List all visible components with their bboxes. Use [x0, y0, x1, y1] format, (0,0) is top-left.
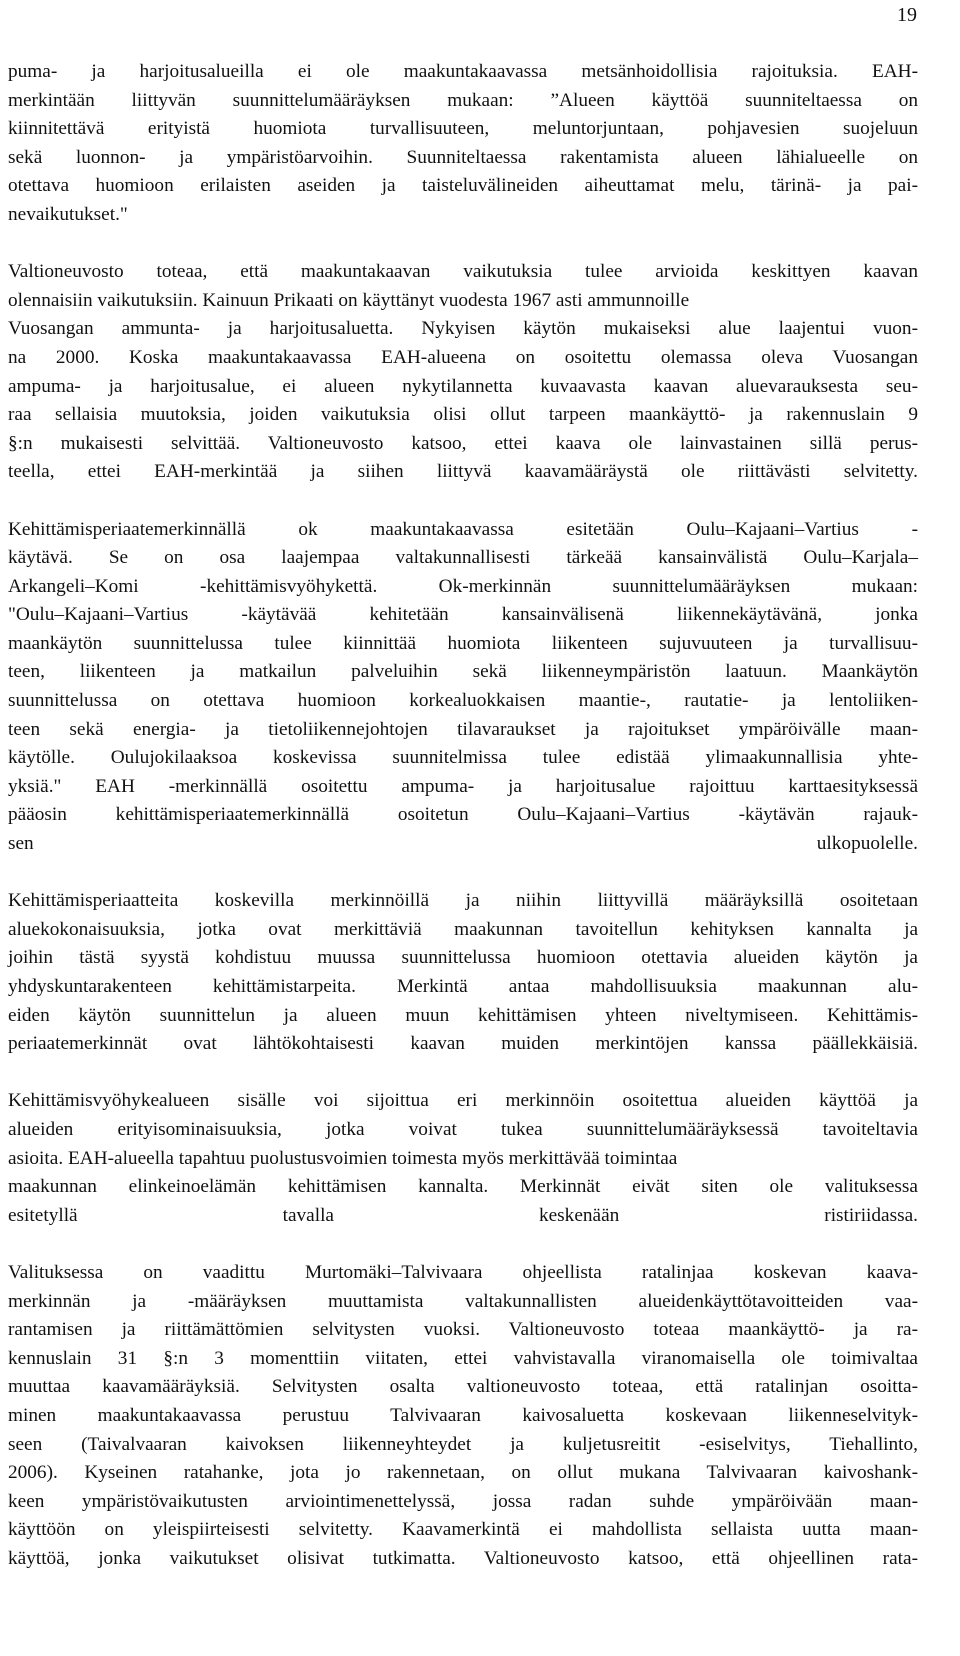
paragraph-gap: [8, 859, 918, 888]
text-line: käyttöön on yleispiirteisesti selvitetty. Kaavamerkintä ei mahdollista sellaista uutta maan-: [8, 1519, 918, 1541]
text-line: ampuma- ja harjoitusalue, ei alueen nykytilannetta kuvaavasta kaavan aluevarauksesta seu-: [8, 375, 918, 397]
paragraph-gap: [8, 1059, 918, 1088]
text-line: käytölle. Oulujokilaaksoa koskevissa suunnitelmissa tulee edistää ylimaakunnallisia yhte-: [8, 747, 918, 769]
text-line: "Oulu–Kajaani–Vartius -käytävää kehitetään kansainvälisenä liikennekäytävänä, jonka: [8, 604, 918, 626]
text-line: pääosin kehittämisperiaatemerkinnällä osoitetun Oulu–Kajaani–Vartius -käytävän rajauk-: [8, 804, 918, 826]
text-line: Kehittämisvyöhykealueen sisälle voi sijoittua eri merkinnöin osoitettua alueiden käyttöä ja: [8, 1090, 918, 1112]
text-line: maakunnan elinkeinoelämän kehittämisen kannalta. Merkinnät eivät siten ole valituksessa: [8, 1176, 918, 1198]
text-line: teen, liikenteen ja matkailun palveluihin sekä liikenneympäristön laatuun. Maankäytön: [8, 661, 918, 683]
text-line: §:n mukaisesti selvittää. Valtioneuvosto katsoo, ettei kaava ole lainvastainen sillä perus-: [8, 432, 918, 454]
text-line: sekä luonnon- ja ympäristöarvoihin. Suunniteltaessa rakentamista alueen lähialueelle on: [8, 146, 918, 168]
text-line: maankäytön suunnittelussa tulee kiinnittää huomiota liikenteen sujuvuuteen ja turvallisuu-: [8, 632, 918, 654]
text-line: keen ympäristövaikutusten arviointimenettelyssä, jossa radan suhde ympäröivään maan-: [8, 1490, 918, 1512]
text-line: minen maakuntakaavassa perustuu Talvivaaran kaivosaluetta koskevaan liikenneselvityk-: [8, 1404, 918, 1426]
text-line: aluekokonaisuuksia, jotka ovat merkittäviä maakunnan tavoitellun kehityksen kannalta ja: [8, 918, 918, 940]
text-line: Arkangeli–Komi -kehittämisvyöhykettä. Ok-merkinnän suunnittelumääräyksen mukaan:: [8, 575, 918, 597]
text-line: yhdyskuntarakenteen kehittämistarpeita. Merkintä antaa mahdollisuuksia maakunnan alu-: [8, 976, 918, 997]
text-line: käytävä. Se on osa laajempaa valtakunnallisesti tärkeää kansainvälistä Oulu–Karjala–: [8, 547, 918, 569]
text-line: yksiä." EAH -merkinnällä osoitettu ampuma- ja harjoitusalue rajoittuu karttaesityksessä: [8, 775, 918, 797]
text-line: kennuslain 31 §:n 3 momenttiin viitaten, ettei vahvistavalla viranomaisella ole toimivaltaa: [8, 1347, 918, 1369]
paragraph: [8, 887, 918, 1059]
paragraph: [8, 58, 918, 230]
text-line: puma- ja harjoitusalueilla ei ole maakuntakaavassa metsänhoidollisia rajoituksia. EAH-: [8, 61, 918, 82]
paragraph-gap: [8, 1230, 918, 1259]
text-line: otettava huomioon erilaisten aseiden ja taisteluvälineiden aiheuttamat melu, tärinä- ja pai-: [8, 175, 918, 197]
paragraph: [8, 258, 918, 487]
text-line: olennaisiin vaikutuksiin. Kainuun Prikaati on käyttänyt vuodesta 1967 asti ammunnoille: [8, 289, 690, 311]
text-line: Kehittämisperiaatteita koskevilla merkinnöillä ja niihin liittyvillä määräyksillä osoitetaan: [8, 890, 918, 912]
text-line: Vuosangan ammunta- ja harjoitusaluetta. Nykyisen käytön mukaiseksi alue laajentui vuon-: [8, 318, 918, 340]
paragraph: [8, 1087, 918, 1230]
document-body: [8, 58, 918, 1573]
text-line: joihin tästä syystä kohdistuu muussa suunnittelussa huomioon otettavia alueiden käytön ja: [8, 947, 918, 969]
paragraph-gap: [8, 230, 918, 259]
text-line: Valtioneuvosto toteaa, että maakuntakaavan vaikutuksia tulee arvioida keskittyen kaavan: [8, 261, 918, 283]
text-line: 2006). Kyseinen ratahanke, jota jo rakennetaan, on ollut mukana Talvivaaran kaivoshank-: [8, 1462, 918, 1484]
text-line: nevaikutukset.": [8, 203, 128, 225]
text-line: seen (Taivalvaaran kaivoksen liikenneyhteydet ja kuljetusreitit -esiselvitys, Tiehallinto,: [8, 1433, 918, 1455]
text-line: merkintään liittyvän suunnittelumääräyksen mukaan: ”Alueen käyttöä suunniteltaessa on: [8, 89, 918, 111]
text-line: asioita. EAH-alueella tapahtuu puolustusvoimien toimesta myös merkittävää toimintaa: [8, 1147, 678, 1169]
text-line: esitetyllä tavalla keskenään ristiriidassa.: [8, 1204, 918, 1226]
page-number: 19: [897, 4, 917, 26]
text-line: eiden käytön suunnittelun ja alueen muun kehittämisen yhteen niveltymiseen. Kehittämis-: [8, 1004, 918, 1026]
text-line: rantamisen ja riittämättömien selvitysten vuoksi. Valtioneuvosto toteaa maankäyttö- ja ra-: [8, 1319, 918, 1341]
text-line: Kehittämisperiaatemerkinnällä ok maakuntakaavassa esitetään Oulu–Kajaani–Vartius -: [8, 518, 918, 540]
text-line: kiinnitettävä erityistä huomiota turvallisuuteen, meluntorjuntaan, pohjavesien suojeluun: [8, 118, 918, 140]
paragraph-gap: [8, 487, 918, 516]
text-line: sen ulkopuolelle.: [8, 833, 918, 855]
paragraph: [8, 516, 918, 859]
text-line: periaatemerkinnät ovat lähtökohtaisesti kaavan muiden merkintöjen kanssa päällekkäisiä.: [8, 1033, 918, 1055]
text-line: na 2000. Koska maakuntakaavassa EAH-alueena on osoitettu olemassa oleva Vuosangan: [8, 346, 918, 368]
text-line: Valituksessa on vaadittu Murtomäki–Talvivaara ohjeellista ratalinjaa koskevan kaava-: [8, 1261, 918, 1283]
text-line: teen sekä energia- ja tietoliikennejohtojen tilavaraukset ja rajoitukset ympäröivälle maan-: [8, 718, 918, 740]
text-line: käyttöä, jonka vaikutukset olisivat tutkimatta. Valtioneuvosto katsoo, että ohjeellinen rata-: [8, 1547, 918, 1569]
text-line: teella, ettei EAH-merkintää ja siihen liittyvä kaavamääräystä ole riittävästi selvitetty.: [8, 461, 918, 483]
text-line: merkinnän ja -määräyksen muuttamista valtakunnallisten alueidenkäyttötavoitteiden vaa-: [8, 1290, 918, 1312]
text-line: suunnittelussa on otettava huomioon korkealuokkaisen maantie-, rautatie- ja lentoliiken-: [8, 690, 918, 712]
paragraph: [8, 1259, 918, 1574]
text-line: muuttaa kaavamääräyksiä. Selvitysten osalta valtioneuvosto toteaa, että ratalinjan osoitta-: [8, 1376, 918, 1398]
text-line: alueiden erityisominaisuuksia, jotka voivat tukea suunnittelumääräyksessä tavoiteltavia: [8, 1118, 918, 1140]
text-line: raa sellaisia muutoksia, joiden vaikutuksia olisi ollut tarpeen maankäyttö- ja rakennuslain 9: [8, 404, 918, 426]
